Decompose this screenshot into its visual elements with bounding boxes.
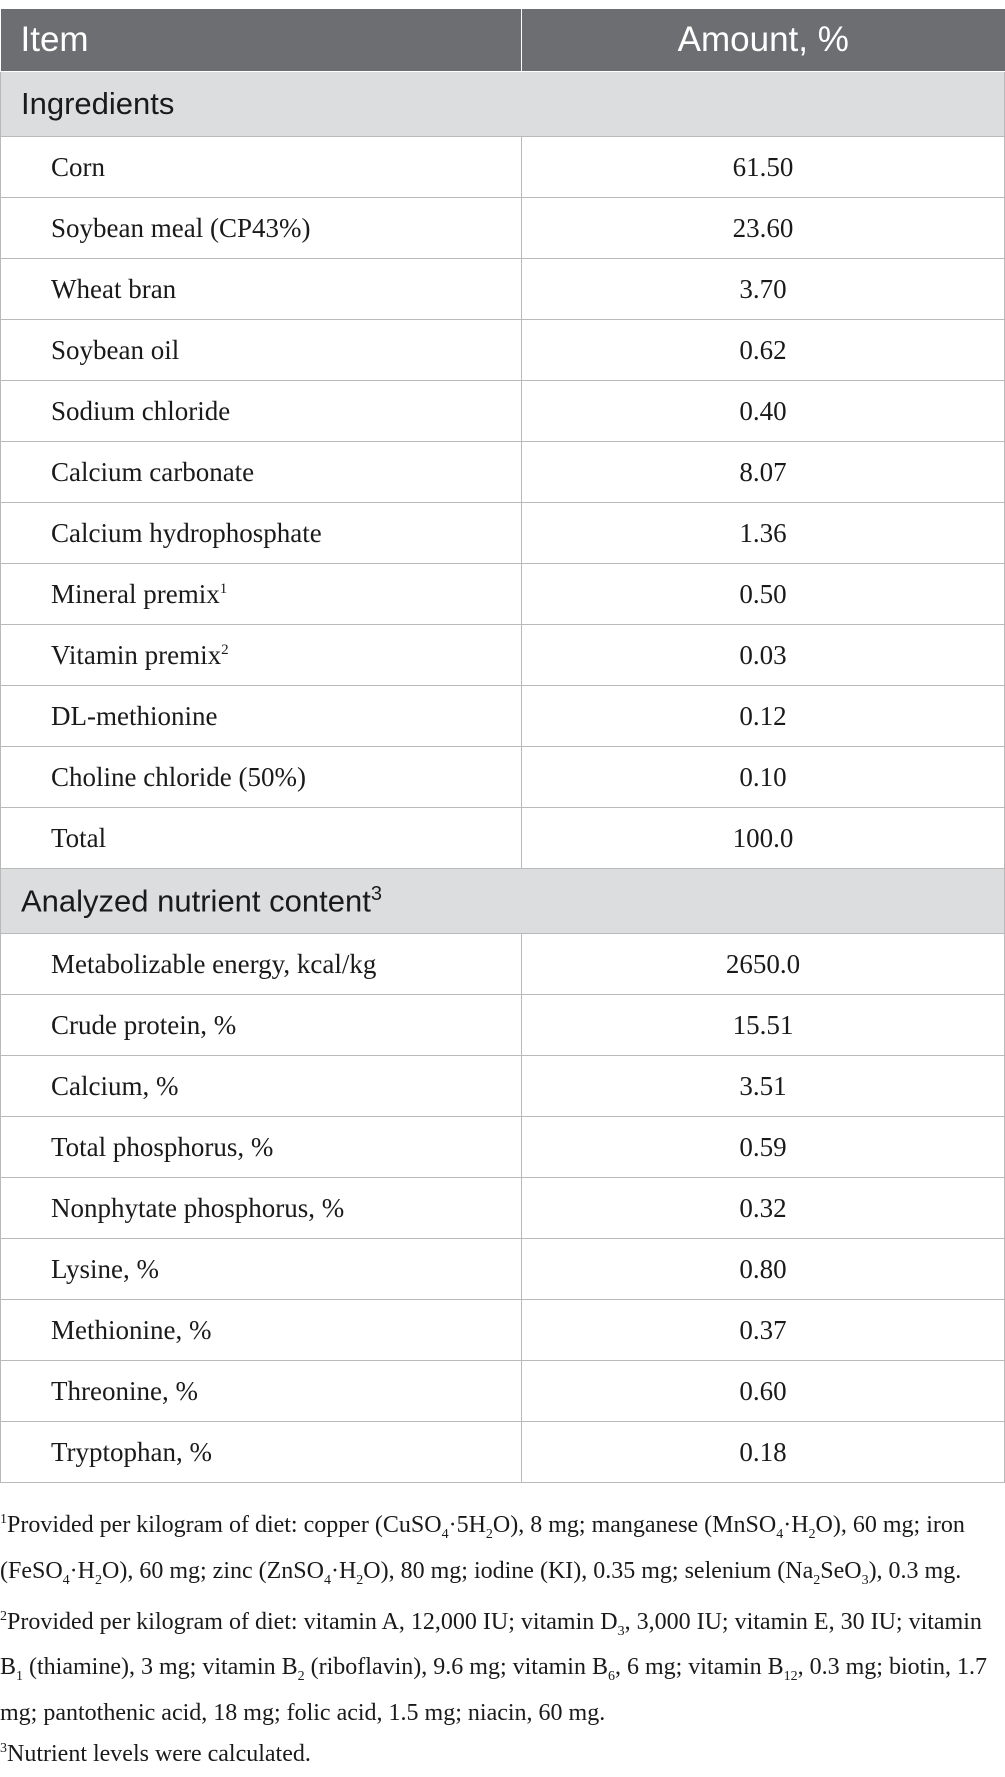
row-amount: 0.10 bbox=[522, 747, 1005, 808]
row-amount: 0.32 bbox=[522, 1178, 1005, 1239]
row-amount: 3.51 bbox=[522, 1056, 1005, 1117]
table-row bbox=[1, 808, 1005, 869]
row-amount: 0.59 bbox=[522, 1117, 1005, 1178]
row-amount: 15.51 bbox=[522, 995, 1005, 1056]
row-item: Calcium hydrophosphate bbox=[1, 503, 522, 564]
row-item: Vitamin premix$^2$ bbox=[1, 625, 522, 686]
footnote-2 bbox=[0, 1599, 1000, 1732]
footnotes bbox=[0, 1502, 1000, 1772]
table-row bbox=[1, 1361, 1005, 1422]
table-row bbox=[1, 1239, 1005, 1300]
row-amount: 0.60 bbox=[522, 1361, 1005, 1422]
row-item: Soybean oil bbox=[1, 320, 522, 381]
table-row bbox=[1, 1422, 1005, 1483]
header-item: Item bbox=[1, 9, 522, 72]
section-title-ingredients: Ingredients bbox=[1, 72, 1005, 137]
row-amount: 0.62 bbox=[522, 320, 1005, 381]
table-row bbox=[1, 995, 1005, 1056]
diet-composition-table bbox=[0, 9, 1005, 1483]
table-row bbox=[1, 503, 1005, 564]
row-item: Soybean meal (CP43%) bbox=[1, 198, 522, 259]
table-row bbox=[1, 1117, 1005, 1178]
row-item: Tryptophan, % bbox=[1, 1422, 522, 1483]
section-row-ingredients bbox=[1, 72, 1005, 137]
row-item: Choline chloride (50%) bbox=[1, 747, 522, 808]
footnote-ref: 2 bbox=[221, 641, 229, 658]
table-row bbox=[1, 137, 1005, 198]
row-item: DL-methionine bbox=[1, 686, 522, 747]
table-row bbox=[1, 320, 1005, 381]
row-item: Nonphytate phosphorus, % bbox=[1, 1178, 522, 1239]
footnote-text: Provided per kilogram of diet: copper $(CuSO_4\cdot 5H_2O)$, 8 mg; manganese $(MnSO_4\cdot H_2O)$, 60 mg; iron $(FeSO_4\cdot H_2O)$, 60 mg; zinc $(ZnSO_4\cdot H_2O)$, 80 mg; iodine (KI), 0.35 mg; selenium $(Na_2SeO_3)$, 0.3 mg. bbox=[0, 1512, 965, 1588]
section-title-nutrients: Analyzed nutrient content$^3$ bbox=[1, 869, 1005, 934]
row-item: Metabolizable energy, kcal/kg bbox=[1, 934, 522, 995]
row-amount: 2650.0 bbox=[522, 934, 1005, 995]
table-row bbox=[1, 442, 1005, 503]
table-row bbox=[1, 1056, 1005, 1117]
row-amount: 8.07 bbox=[522, 442, 1005, 503]
row-amount: 0.80 bbox=[522, 1239, 1005, 1300]
row-item: Sodium chloride bbox=[1, 381, 522, 442]
table-row bbox=[1, 625, 1005, 686]
row-item: Methionine, % bbox=[1, 1300, 522, 1361]
row-item: Total bbox=[1, 808, 522, 869]
table-row bbox=[1, 381, 1005, 442]
table-row bbox=[1, 686, 1005, 747]
row-item: Total phosphorus, % bbox=[1, 1117, 522, 1178]
row-item: Threonine, % bbox=[1, 1361, 522, 1422]
footnote-text: Provided per kilogram of diet: vitamin A, 12,000 IU; vitamin $D_3$, 3,000 IU; vitamin E, 30 IU; vitamin $B_1$ (thiamine), 3 mg; vitamin $B_2$ (riboflavin), 9.6 mg; vitamin $B_6$, 6 mg; vitamin $B_{12}$, 0.3 mg; biotin, 1.7 mg; pantothenic acid, 18 mg; folic acid, 1.5 mg; niacin, 60 mg. bbox=[0, 1608, 987, 1727]
row-item: Calcium, % bbox=[1, 1056, 522, 1117]
row-amount: 1.36 bbox=[522, 503, 1005, 564]
row-amount: 0.12 bbox=[522, 686, 1005, 747]
row-amount: 0.18 bbox=[522, 1422, 1005, 1483]
row-amount: 0.37 bbox=[522, 1300, 1005, 1361]
table-row bbox=[1, 564, 1005, 625]
row-amount: 0.40 bbox=[522, 381, 1005, 442]
row-amount: 100.0 bbox=[522, 808, 1005, 869]
row-amount: 0.50 bbox=[522, 564, 1005, 625]
table-row bbox=[1, 934, 1005, 995]
footnote-3 bbox=[0, 1731, 1000, 1772]
row-item: Mineral premix$^1$ bbox=[1, 564, 522, 625]
table-row bbox=[1, 259, 1005, 320]
row-item: Crude protein, % bbox=[1, 995, 522, 1056]
table-row bbox=[1, 1300, 1005, 1361]
footnote-mark: 3 bbox=[0, 1741, 7, 1757]
footnote-1 bbox=[0, 1502, 1000, 1599]
row-item: Lysine, % bbox=[1, 1239, 522, 1300]
footnote-ref: 3 bbox=[370, 882, 382, 905]
table-row bbox=[1, 1178, 1005, 1239]
footnote-text: Nutrient levels were calculated. bbox=[7, 1741, 311, 1768]
table-row bbox=[1, 198, 1005, 259]
diet-table-container bbox=[0, 9, 1004, 1483]
row-amount: 0.03 bbox=[522, 625, 1005, 686]
section-row-nutrients bbox=[1, 869, 1005, 934]
row-amount: 23.60 bbox=[522, 198, 1005, 259]
row-amount: 61.50 bbox=[522, 137, 1005, 198]
table-row bbox=[1, 747, 1005, 808]
row-item: Wheat bran bbox=[1, 259, 522, 320]
footnote-mark: 2 bbox=[0, 1608, 7, 1624]
header-amount: Amount, % bbox=[522, 9, 1005, 72]
table-body bbox=[1, 72, 1005, 1483]
row-amount: 3.70 bbox=[522, 259, 1005, 320]
row-item: Calcium carbonate bbox=[1, 442, 522, 503]
footnote-mark: 1 bbox=[0, 1512, 7, 1527]
header-row bbox=[1, 9, 1005, 72]
footnote-ref: 1 bbox=[219, 580, 228, 597]
row-item: Corn bbox=[1, 137, 522, 198]
